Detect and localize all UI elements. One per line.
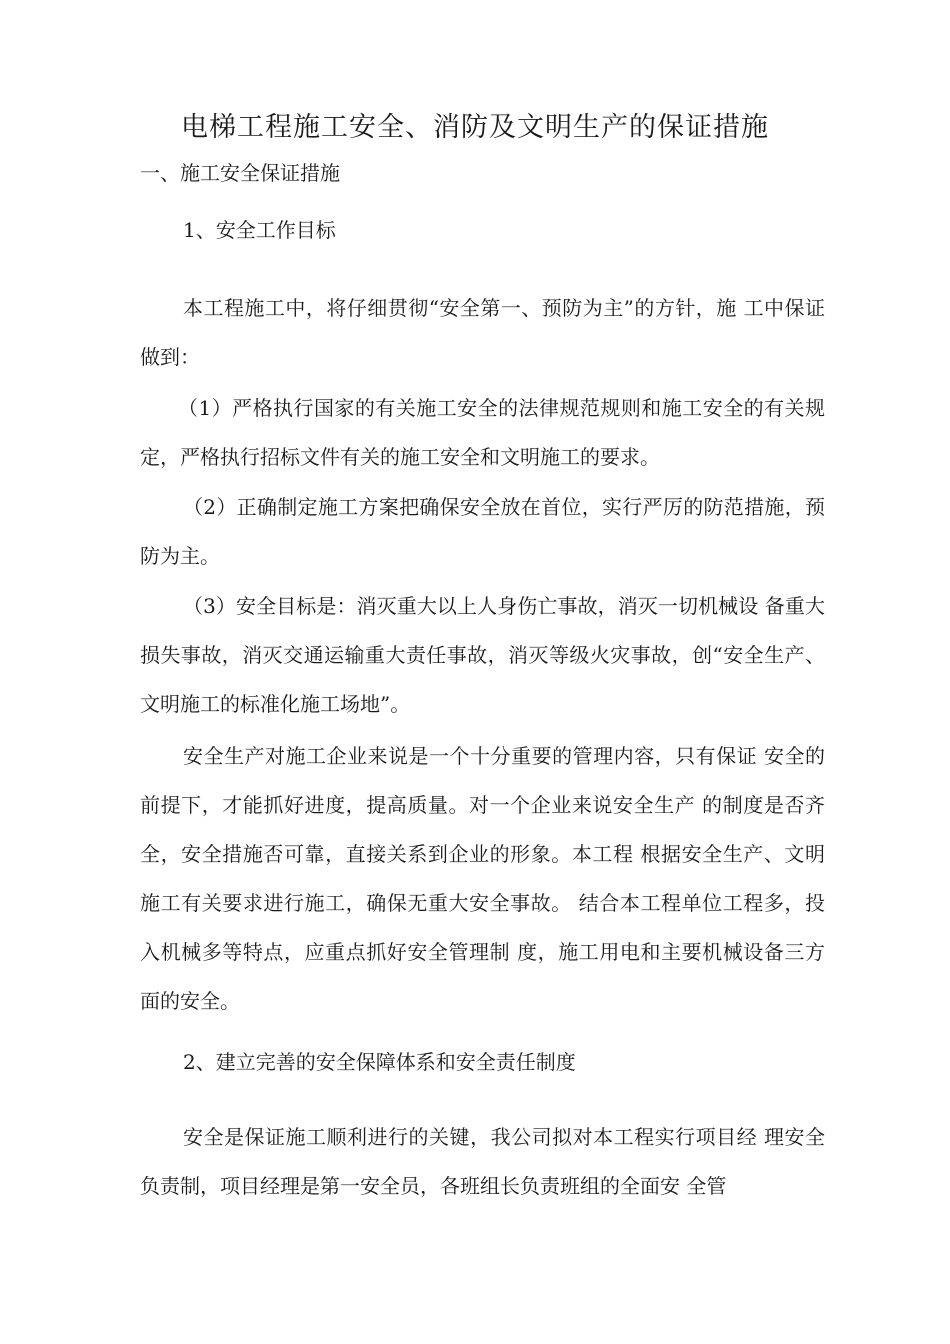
paragraph-item-1: （1）严格执行国家的有关施工安全的法律规范规则和施工安全的有关规定，严格执行招标文件有关的施工安全和文明施工的要求。 bbox=[140, 396, 825, 469]
document-title: 电梯工程施工安全、消防及文明生产的保证措施 bbox=[181, 112, 769, 143]
subsection-heading-1: 1、安全工作目标 bbox=[183, 218, 336, 242]
section-heading-1: 一、施工安全保证措施 bbox=[140, 161, 340, 185]
paragraph-policy: 本工程施工中，将仔细贯彻“安全第一、预防为主”的方针，施 工中保证做到： bbox=[140, 296, 825, 369]
paragraph-safety-production: 安全生产对施工企业来说是一个十分重要的管理内容，只有保证 安全的前提下，才能抓好进度，提高质量。对一个企业来说安全生产 的制度是否齐全，安全措施否可靠，直接关系到企业的形象。本工程 根据安全生产、文明施工有关要求进行施工，确保无重大安全事故。 结合本工程单位工程多，投入机械多等特点，应重点抓好安全管理制 度，施工用电和主要机械设备三方面的安全。 bbox=[140, 744, 825, 1013]
paragraph-item-3: （3）安全目标是：消灭重大以上人身伤亡事故，消灭一切机械设 备重大损失事故，消灭交通运输重大责任事故，消灭等级火灾事故，创“安全生产、文明施工的标准化施工场地”。 bbox=[140, 594, 825, 716]
subsection-heading-2: 2、建立完善的安全保障体系和安全责任制度 bbox=[183, 1050, 576, 1074]
paragraph-responsibility: 安全是保证施工顺利进行的关键，我公司拟对本工程实行项目经 理安全负责制，项目经理是第一安全员，各班组长负责班组的全面安 全管 bbox=[140, 1125, 825, 1198]
paragraph-item-2: （2）正确制定施工方案把确保安全放在首位，实行严厉的防范措施，预防为主。 bbox=[140, 495, 825, 568]
